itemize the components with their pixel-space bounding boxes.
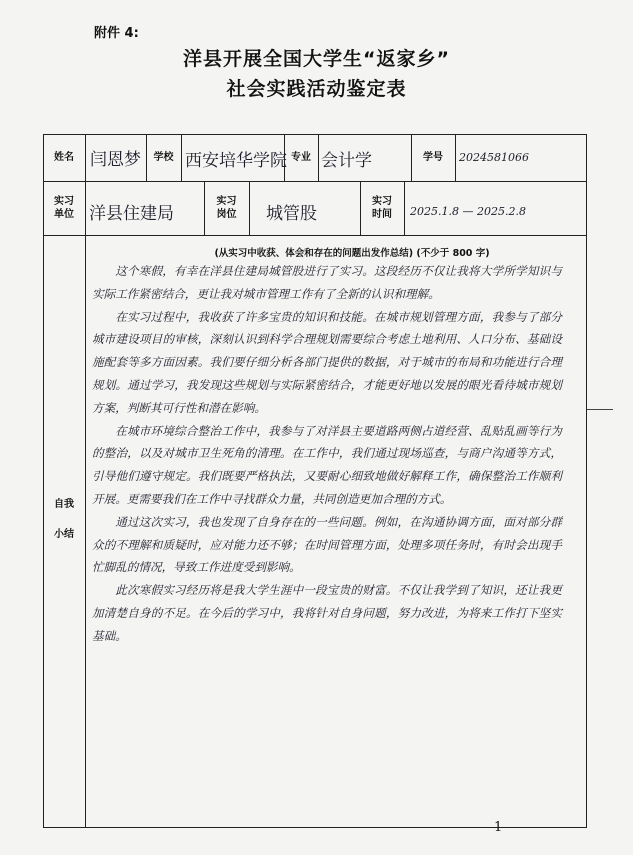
name-value: 闫恩梦 bbox=[90, 150, 141, 170]
major-value: 会计学 bbox=[321, 151, 372, 171]
unit-label-line1: 实习 bbox=[54, 196, 74, 207]
table-column-divider bbox=[85, 134, 86, 828]
table-column-divider bbox=[181, 134, 182, 181]
summary-paragraph: 通过这次实习，我也发现了自身存在的一些问题。例如，在沟通协调方面，面对部分群众的不理解和质疑时，应对能力还不够；在时间管理方面，处理多项任务时，有时会出现手忙脚乱的情况，导致工作进度受到影响。 bbox=[92, 514, 562, 575]
form-title-line1: 洋县开展全国大学生“返家乡” bbox=[183, 48, 450, 70]
summary-label-line2: 小结 bbox=[54, 529, 74, 540]
table-column-divider bbox=[249, 181, 250, 235]
name-label: 姓名 bbox=[54, 152, 74, 163]
attachment-label: 附件 4: bbox=[94, 26, 139, 41]
margin-mark bbox=[587, 409, 613, 410]
post-label-line2: 岗位 bbox=[216, 209, 237, 220]
page-number: 1 bbox=[494, 820, 503, 835]
time-label-line2: 时间 bbox=[372, 209, 392, 220]
form-title-line2: 社会实践活动鉴定表 bbox=[226, 78, 407, 100]
unit-label bbox=[43, 195, 85, 221]
summary-label-line1: 自我 bbox=[54, 499, 74, 510]
post-label-line1: 实习 bbox=[216, 196, 237, 207]
summary-paragraph: 在实习过程中，我收获了许多宝贵的知识和技能。在城市规划管理方面，我参与了部分城市建设项目的审核，深刻认识到科学合理规划需要综合考虑土地利用、人口分布、基础设施配套等多方面因素。我们要仔细分析各部门提供的数据，对于城市的布局和功能进行合理规划。通过学习，我发现这些规划与实际紧密结合，才能更好地以发展的眼光看待城市规划方案，判断其可行性和潜在影响。 bbox=[92, 309, 562, 415]
table-row-divider bbox=[43, 181, 587, 182]
major-label: 专业 bbox=[291, 152, 311, 163]
table-column-divider bbox=[404, 181, 405, 235]
summary-instruction: (从实习中收获、体会和存在的问题出发作总结) (不少于 800 字) bbox=[214, 248, 490, 259]
table-column-divider bbox=[455, 134, 456, 181]
post-value: 城管股 bbox=[266, 204, 317, 224]
time-value: 2025.1.8 — 2025.2.8 bbox=[410, 205, 526, 218]
post-label bbox=[204, 195, 249, 221]
student-id-value: 2024581066 bbox=[459, 151, 529, 164]
time-label-line1: 实习 bbox=[372, 196, 392, 207]
school-label: 学校 bbox=[153, 152, 174, 163]
summary-text bbox=[92, 260, 562, 648]
summary-paragraph: 这个寒假，有幸在洋县住建局城管股进行了实习。这段经历不仅让我将大学所学知识与实际工作紧密结合，更让我对城市管理工作有了全新的认识和理解。 bbox=[92, 264, 562, 301]
school-value: 西安培华学院 bbox=[185, 151, 287, 171]
time-label bbox=[360, 195, 404, 221]
summary-label bbox=[43, 490, 85, 550]
unit-label-line2: 单位 bbox=[54, 209, 74, 220]
summary-paragraph: 此次寒假实习经历将是我大学生涯中一段宝贵的财富。不仅让我学到了知识，还让我更加清楚自身的不足。在今后的学习中，我将针对自身问题，努力改进，为将来工作打下坚实基础。 bbox=[92, 583, 562, 643]
student-id-label: 学号 bbox=[423, 152, 443, 163]
table-column-divider bbox=[318, 134, 319, 181]
table-row-divider bbox=[43, 235, 587, 236]
unit-value: 洋县住建局 bbox=[89, 204, 174, 224]
summary-paragraph: 在城市环境综合整治工作中，我参与了对洋县主要道路两侧占道经营、乱贴乱画等行为的整治，以及对城市卫生死角的清理。在工作中，我们通过现场巡查，与商户沟通等方式，引导他们遵守规定。我们既要严格执法，又要耐心细致地做好解释工作，确保整治工作顺利开展。更需要我们在工作中寻找群众力量，共同创造更加合理的方式。 bbox=[92, 423, 562, 506]
